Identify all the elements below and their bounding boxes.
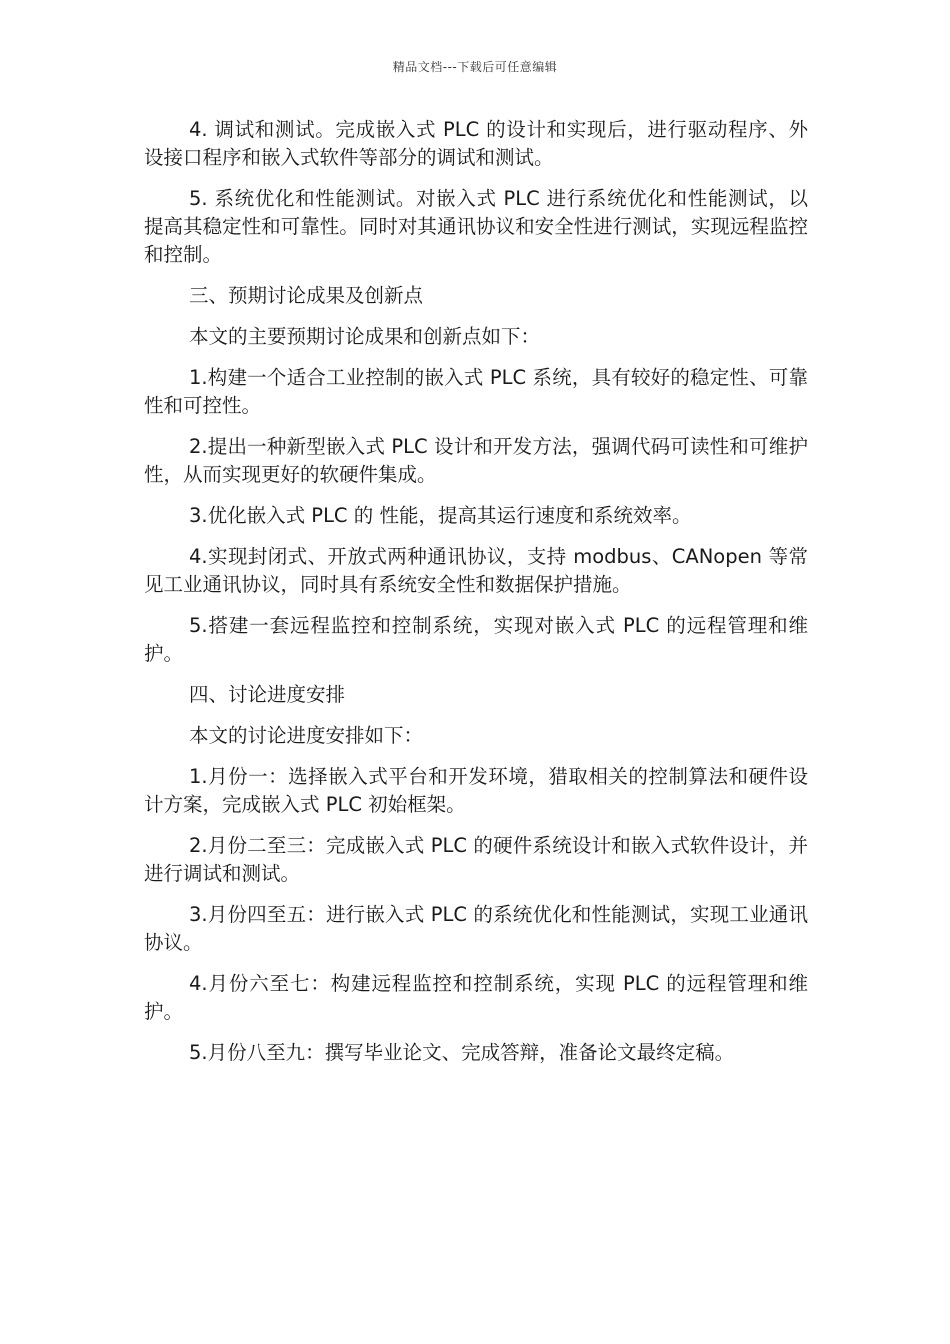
list-item-result-4: 4.实现封闭式、开放式两种通讯协议，支持 modbus、CANopen 等常见工业通讯协议，同时具有系统安全性和数据保护措施。 bbox=[144, 545, 808, 596]
list-item-result-1: 1.构建一个适合工业控制的嵌入式 PLC 系统，具有较好的稳定性、可靠性和可控性。 bbox=[144, 366, 808, 417]
page-header: 精品文档---下载后可任意编辑 bbox=[392, 60, 558, 74]
paragraph-results-intro: 本文的主要预期讨论成果和创新点如下： bbox=[189, 325, 541, 348]
document-body bbox=[144, 116, 808, 1080]
section-heading-schedule: 四、讨论进度安排 bbox=[189, 683, 346, 706]
list-item-result-3: 3.优化嵌入式 PLC 的 性能，提高其运行速度和系统效率。 bbox=[189, 504, 692, 527]
list-item-result-5: 5.搭建一套远程监控和控制系统，实现对嵌入式 PLC 的远程管理和维护。 bbox=[144, 614, 808, 665]
list-item-result-2: 2.提出一种新型嵌入式 PLC 设计和开发方法，强调代码可读性和可维护性，从而实现更好的软硬件集成。 bbox=[144, 435, 808, 486]
paragraph-debug-test: 4. 调试和测试。完成嵌入式 PLC 的设计和实现后，进行驱动程序、外设接口程序和嵌入式软件等部分的调试和测试。 bbox=[144, 118, 808, 169]
list-item-schedule-5: 5.月份八至九：撰写毕业论文、完成答辩，准备论文最终定稿。 bbox=[189, 1041, 735, 1064]
list-item-schedule-4: 4.月份六至七：构建远程监控和控制系统，实现 PLC 的远程管理和维护。 bbox=[144, 972, 808, 1023]
list-item-schedule-1: 1.月份一：选择嵌入式平台和开发环境，猎取相关的控制算法和硬件设计方案，完成嵌入式 PLC 初始框架。 bbox=[144, 765, 808, 816]
section-heading-expected-results: 三、预期讨论成果及创新点 bbox=[189, 284, 424, 307]
list-item-schedule-3: 3.月份四至五：进行嵌入式 PLC 的系统优化和性能测试，实现工业通讯协议。 bbox=[144, 903, 808, 954]
paragraph-schedule-intro: 本文的讨论进度安排如下： bbox=[189, 724, 424, 747]
list-item-schedule-2: 2.月份二至三：完成嵌入式 PLC 的硬件系统设计和嵌入式软件设计，并进行调试和测试。 bbox=[144, 834, 808, 885]
paragraph-optimization-test: 5. 系统优化和性能测试。对嵌入式 PLC 进行系统优化和性能测试，以提高其稳定性和可靠性。同时对其通讯协议和安全性进行测试，实现远程监控和控制。 bbox=[144, 187, 808, 266]
